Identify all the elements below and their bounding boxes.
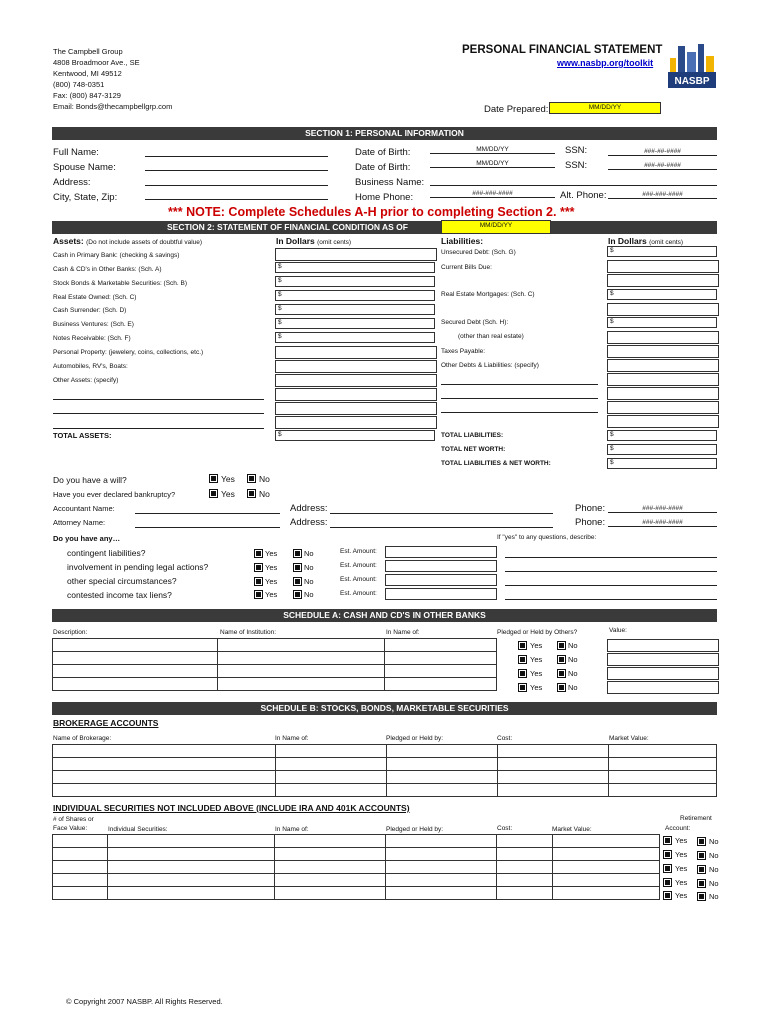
brokerage-name-col: Name of Brokerage:: [53, 735, 112, 742]
dob2-label: Date of Birth:: [355, 162, 411, 173]
table-row[interactable]: [53, 745, 717, 758]
address-field[interactable]: [145, 185, 328, 186]
asset-amount-field[interactable]: $: [275, 332, 435, 343]
scheduleA-no-checkbox[interactable]: [557, 655, 566, 664]
retirement-yes-checkbox[interactable]: [663, 864, 672, 873]
do-you-have-label: Do you have any…: [53, 534, 121, 543]
asset-row: Other Assets: (specify): [53, 377, 119, 384]
firm-fax: Fax: (800) 847-3129: [53, 91, 121, 100]
will-no-label: No: [259, 474, 270, 484]
total-assets-rule: [53, 428, 264, 429]
table-row[interactable]: [53, 665, 497, 678]
table-row[interactable]: [53, 758, 717, 771]
brokerage-table: [52, 744, 717, 797]
section1-header: SECTION 1: PERSONAL INFORMATION: [52, 127, 717, 140]
attorney-label: Attorney Name:: [53, 518, 106, 527]
retirement-no-label: No: [709, 879, 719, 888]
asset-amount-field[interactable]: [275, 402, 437, 415]
scheduleA-no-label: No: [568, 683, 578, 692]
contingent-yes-checkbox[interactable]: [254, 549, 263, 558]
retirement-yes-label: Yes: [675, 850, 688, 859]
brokerage-in-name-col: In Name of:: [275, 735, 309, 742]
retirement-no-checkbox[interactable]: [697, 892, 706, 901]
business-name-field[interactable]: [430, 185, 717, 186]
liability-amount-field[interactable]: [607, 274, 719, 287]
table-row[interactable]: [53, 678, 497, 691]
question-item: involvement in pending legal actions?: [67, 562, 209, 572]
table-row[interactable]: [53, 874, 660, 887]
bankruptcy-yes-label: Yes: [221, 489, 235, 499]
tax-liens-yes-label: Yes: [265, 590, 278, 599]
retirement-no-label: No: [709, 851, 719, 860]
retirement-yes-label: Yes: [675, 891, 688, 900]
asset-row: Cash in Primary Bank: (checking & savings): [53, 252, 180, 259]
section1-left-labels: [53, 145, 117, 205]
shares-col-line2: Face Value:: [53, 825, 88, 832]
scheduleA-no-checkbox[interactable]: [557, 683, 566, 692]
accountant-label: Accountant Name:: [53, 504, 115, 513]
describe-line[interactable]: [505, 585, 717, 586]
firm-phone: (800) 748-0351: [53, 80, 105, 89]
asset-row: Business Ventures: (Sch. E): [53, 321, 134, 328]
asset-row: Automobiles, RV's, Boats:: [53, 363, 128, 370]
scheduleA-no-checkbox[interactable]: [557, 641, 566, 650]
est-amount-label: Est. Amount:: [340, 548, 377, 555]
asset-row: Cash Surrender: (Sch. D): [53, 307, 127, 314]
assets-dollars-heading: [276, 236, 351, 246]
est-amount-field[interactable]: [385, 546, 497, 558]
asset-amount-field[interactable]: $: [275, 262, 435, 273]
scheduleA-institution-col: Name of Institution:: [220, 629, 276, 636]
table-row[interactable]: [53, 835, 660, 848]
scheduleB-header: SCHEDULE B: STOCKS, BONDS, MARKETABLE SECURITIES: [52, 702, 717, 715]
schedules-note: *** NOTE: Complete Schedules A-H prior to completing Section 2. ***: [168, 205, 575, 219]
liability-row: Other Debts & Liabilities: (specify): [441, 362, 539, 369]
scheduleA-yes-checkbox[interactable]: [518, 655, 527, 664]
total-net-worth-label: TOTAL NET WORTH:: [441, 446, 506, 453]
tax-liens-no-label: No: [304, 590, 314, 599]
scheduleA-value-field[interactable]: [607, 639, 719, 652]
scheduleA-yes-label: Yes: [530, 641, 543, 650]
scheduleA-yes-checkbox[interactable]: [518, 641, 527, 650]
bankruptcy-question: Have you ever declared bankruptcy?: [53, 490, 176, 499]
total-liabilities-field[interactable]: $: [607, 430, 717, 441]
full-name-field[interactable]: [145, 156, 328, 157]
scheduleA-yes-label: Yes: [530, 683, 543, 692]
accountant-address-label: Address:: [290, 503, 328, 514]
retirement-col-line1: Retirement: [680, 815, 712, 822]
legal-yes-checkbox[interactable]: [254, 563, 263, 572]
full-name-label: Full Name:: [53, 147, 99, 158]
dob1-field[interactable]: MM/DD/YY: [430, 146, 555, 154]
scheduleA-value-field[interactable]: [607, 653, 719, 666]
liability-amount-field[interactable]: [607, 373, 719, 386]
alt-phone-field[interactable]: ###-###-####: [608, 191, 717, 199]
liabilities-omit-cents: (omit cents): [649, 239, 684, 246]
will-question: Do you have a will?: [53, 475, 127, 485]
page-title: PERSONAL FINANCIAL STATEMENT: [462, 44, 663, 56]
retirement-no-label: No: [709, 837, 719, 846]
table-row[interactable]: [53, 848, 660, 861]
copyright-footer: © Copyright 2007 NASBP. All Rights Reserved.: [66, 997, 223, 1006]
home-phone-label: Home Phone:: [355, 192, 414, 203]
assets-in-dollars: In Dollars: [276, 236, 315, 246]
total-assets-field[interactable]: $: [275, 430, 435, 441]
retirement-no-checkbox[interactable]: [697, 837, 706, 846]
shares-col-line1: # of Shares or: [53, 816, 94, 823]
toolkit-link[interactable]: www.nasbp.org/toolkit: [557, 58, 654, 68]
individual-cost-col: Cost:: [497, 825, 513, 832]
retirement-yes-checkbox[interactable]: [663, 850, 672, 859]
asset-amount-field[interactable]: $: [275, 304, 435, 315]
brokerage-pledged-col: Pledged or Held by:: [386, 735, 444, 742]
liability-amount-field[interactable]: [607, 303, 719, 316]
attorney-phone-label: Phone:: [575, 517, 606, 528]
describe-line[interactable]: [505, 571, 717, 572]
individual-securities-table: [52, 834, 660, 900]
retirement-yes-checkbox[interactable]: [663, 836, 672, 845]
brokerage-cost-col: Cost:: [497, 735, 513, 742]
asset-row: Stock Bonds & Marketable Securities: (Sch. B): [53, 280, 188, 287]
firm-info: [53, 46, 172, 112]
legal-yes-label: Yes: [265, 563, 278, 572]
individual-securities-col: Individual Securities:: [108, 826, 168, 833]
other-liabilities-line[interactable]: [441, 384, 598, 385]
section2-title: SECTION 2: STATEMENT OF FINANCIAL CONDITION AS OF: [167, 222, 408, 232]
asset-amount-field[interactable]: $: [275, 290, 435, 301]
table-row[interactable]: [53, 784, 717, 797]
liability-row: Taxes Payable:: [441, 348, 486, 355]
home-phone-field[interactable]: ###-###-####: [430, 190, 555, 198]
total-liab-net-worth-field[interactable]: $: [607, 458, 717, 469]
table-row[interactable]: [53, 639, 497, 652]
attorney-address-field[interactable]: [330, 527, 553, 528]
liability-amount-field[interactable]: [607, 415, 719, 428]
dob2-field[interactable]: MM/DD/YY: [430, 160, 555, 168]
legal-no-label: No: [304, 563, 314, 572]
scheduleA-yes-checkbox[interactable]: [518, 683, 527, 692]
table-row[interactable]: [53, 771, 717, 784]
scheduleA-yes-label: Yes: [530, 669, 543, 678]
retirement-no-checkbox[interactable]: [697, 865, 706, 874]
liability-row: Secured Debt (Sch. H):: [441, 319, 509, 326]
question-item: contested income tax liens?: [67, 590, 172, 600]
total-liab-net-worth-label: TOTAL LIABILITIES & NET WORTH:: [441, 460, 551, 467]
liability-amount-field[interactable]: [607, 331, 719, 344]
logo-text: NASBP: [674, 76, 710, 87]
date-prepared-label: Date Prepared:: [484, 104, 549, 115]
scheduleA-value-col: Value:: [609, 627, 627, 634]
section1-mid-labels: [355, 145, 424, 205]
scheduleA-value-field[interactable]: [607, 681, 719, 694]
scheduleA-in-name-col: In Name of:: [386, 629, 420, 636]
bankruptcy-no-label: No: [259, 489, 270, 499]
est-amount-field[interactable]: [385, 560, 497, 572]
liability-row: (other than real estate): [458, 333, 524, 340]
contingent-no-label: No: [304, 549, 314, 558]
alt-phone-label: Alt. Phone:: [560, 190, 607, 201]
asset-amount-field[interactable]: $: [275, 276, 435, 287]
tax-liens-yes-checkbox[interactable]: [254, 590, 263, 599]
other-liabilities-line[interactable]: [441, 412, 598, 413]
attorney-address-label: Address:: [290, 517, 328, 528]
liability-amount-field[interactable]: [607, 401, 719, 414]
date-prepared-field[interactable]: MM/DD/YY: [549, 102, 661, 114]
retirement-no-checkbox[interactable]: [697, 879, 706, 888]
liability-amount-field[interactable]: $: [607, 317, 717, 328]
special-yes-checkbox[interactable]: [254, 577, 263, 586]
individual-in-name-col: In Name of:: [275, 826, 309, 833]
will-yes-label: Yes: [221, 474, 235, 484]
asset-row: Personal Property: (jewelery, coins, collections, etc.): [53, 349, 204, 356]
if-yes-label: If "yes" to any questions, describe:: [497, 534, 597, 541]
assets-label: Assets:: [53, 236, 84, 246]
retirement-yes-label: Yes: [675, 878, 688, 887]
city-state-zip-field[interactable]: [145, 199, 328, 200]
asset-amount-field[interactable]: [275, 374, 437, 387]
accountant-field[interactable]: [135, 513, 280, 514]
accountant-phone-label: Phone:: [575, 503, 606, 514]
bankruptcy-no-checkbox[interactable]: [247, 489, 256, 498]
liability-amount-field[interactable]: [607, 260, 719, 273]
table-row[interactable]: [53, 887, 660, 900]
scheduleA-left-table: [52, 638, 497, 691]
describe-line[interactable]: [505, 599, 717, 600]
liabilities-label: Liabilities:: [441, 236, 484, 246]
asset-amount-field[interactable]: [275, 248, 437, 261]
question-item: contingent liabilities?: [67, 548, 146, 558]
other-assets-line[interactable]: [53, 399, 264, 400]
asset-amount-field[interactable]: [275, 388, 437, 401]
liability-row: Real Estate Mortgages: (Sch. C): [441, 291, 535, 298]
scheduleA-value-field[interactable]: [607, 667, 719, 680]
est-amount-field[interactable]: [385, 574, 497, 586]
ssn1-label: SSN:: [565, 145, 588, 156]
retirement-yes-label: Yes: [675, 836, 688, 845]
spouse-name-field[interactable]: [145, 170, 328, 171]
est-amount-label: Est. Amount:: [340, 576, 377, 583]
will-no-checkbox[interactable]: [247, 474, 256, 483]
assets-omit-cents: (omit cents): [317, 239, 352, 246]
scheduleA-no-label: No: [568, 655, 578, 664]
business-name-label: Business Name:: [355, 177, 425, 188]
accountant-phone-field[interactable]: ###-###-####: [608, 505, 717, 513]
liabilities-in-dollars: In Dollars: [608, 236, 647, 246]
special-no-label: No: [304, 577, 314, 586]
city-state-zip-label: City, State, Zip:: [53, 192, 118, 203]
contingent-yes-label: Yes: [265, 549, 278, 558]
scheduleA-yes-label: Yes: [530, 655, 543, 664]
firm-address: 4808 Broadmoor Ave., SE: [53, 58, 140, 67]
section2-date-field[interactable]: MM/DD/YY: [441, 220, 551, 234]
assets-note: (Do not include assets of doubtful value): [86, 239, 203, 246]
retirement-no-label: No: [709, 865, 719, 874]
firm-city: Kentwood, MI 49512: [53, 69, 122, 78]
asset-row: Real Estate Owned: (Sch. C): [53, 294, 137, 301]
asset-amount-field[interactable]: $: [275, 318, 435, 329]
liability-row: Unsecured Debt: (Sch. G): [441, 249, 516, 256]
individual-securities-heading: INDIVIDUAL SECURITIES NOT INCLUDED ABOVE (INCLUDE IRA AND 401K ACCOUNTS): [53, 803, 410, 813]
retirement-col-line2: Account:: [665, 825, 691, 832]
address-label: Address:: [53, 177, 91, 188]
special-no-checkbox[interactable]: [293, 577, 302, 586]
will-yes-checkbox[interactable]: [209, 474, 218, 483]
scheduleA-no-checkbox[interactable]: [557, 669, 566, 678]
scheduleA-description-col: Description:: [53, 629, 88, 636]
scheduleA-yes-checkbox[interactable]: [518, 669, 527, 678]
liability-amount-field[interactable]: [607, 345, 719, 358]
nasbp-logo: [668, 44, 716, 94]
ssn2-field[interactable]: ###-##-####: [608, 162, 717, 170]
liability-amount-field[interactable]: $: [607, 289, 717, 300]
liability-amount-field[interactable]: [607, 359, 719, 372]
other-assets-line[interactable]: [53, 413, 264, 414]
retirement-yes-checkbox[interactable]: [663, 891, 672, 900]
liability-amount-field[interactable]: $: [607, 246, 717, 257]
tax-liens-no-checkbox[interactable]: [293, 590, 302, 599]
table-row[interactable]: [53, 652, 497, 665]
ssn1-field[interactable]: ###-##-####: [608, 148, 717, 156]
ssn2-label: SSN:: [565, 160, 588, 171]
retirement-no-checkbox[interactable]: [697, 851, 706, 860]
legal-no-checkbox[interactable]: [293, 563, 302, 572]
other-liabilities-line[interactable]: [441, 398, 598, 399]
asset-row: Notes Receivable: (Sch. F): [53, 335, 131, 342]
individual-market-value-col: Market Value:: [552, 826, 592, 833]
scheduleA-no-label: No: [568, 669, 578, 678]
bankruptcy-yes-checkbox[interactable]: [209, 489, 218, 498]
brokerage-market-value-col: Market Value:: [609, 735, 649, 742]
retirement-yes-checkbox[interactable]: [663, 878, 672, 887]
est-amount-label: Est. Amount:: [340, 590, 377, 597]
asset-row: Cash & CD's in Other Banks: (Sch. A): [53, 266, 162, 273]
scheduleA-pledged-col: Pledged or Held by Others?: [497, 629, 578, 636]
liabilities-dollars-heading: [608, 236, 683, 246]
brokerage-heading: BROKERAGE ACCOUNTS: [53, 718, 159, 728]
attorney-phone-field[interactable]: ###-###-####: [608, 519, 717, 527]
section2-header: [52, 221, 717, 234]
table-row[interactable]: [53, 861, 660, 874]
question-item: other special circumstances?: [67, 576, 177, 586]
firm-email: Email: Bonds@thecampbellgrp.com: [53, 102, 173, 111]
est-amount-field[interactable]: [385, 588, 497, 600]
individual-pledged-col: Pledged or Held by:: [386, 826, 444, 833]
liability-row: Current Bills Due:: [441, 264, 492, 271]
special-yes-label: Yes: [265, 577, 278, 586]
accountant-address-field[interactable]: [330, 513, 553, 514]
scheduleA-no-label: No: [568, 641, 578, 650]
asset-amount-field[interactable]: [275, 416, 437, 429]
spouse-name-label: Spouse Name:: [53, 162, 116, 173]
retirement-no-label: No: [709, 892, 719, 901]
attorney-field[interactable]: [135, 527, 280, 528]
dob1-label: Date of Birth:: [355, 147, 411, 158]
assets-heading: [53, 236, 202, 246]
total-assets-label: TOTAL ASSETS:: [53, 431, 112, 440]
scheduleA-header: SCHEDULE A: CASH AND CD'S IN OTHER BANKS: [52, 609, 717, 622]
retirement-yes-label: Yes: [675, 864, 688, 873]
liability-amount-field[interactable]: [607, 387, 719, 400]
contingent-no-checkbox[interactable]: [293, 549, 302, 558]
firm-name: The Campbell Group: [53, 47, 123, 56]
describe-line[interactable]: [505, 557, 717, 558]
asset-amount-field[interactable]: [275, 360, 437, 373]
asset-amount-field[interactable]: [275, 346, 437, 359]
total-liabilities-label: TOTAL LIABILITIES:: [441, 432, 504, 439]
est-amount-label: Est. Amount:: [340, 562, 377, 569]
total-net-worth-field[interactable]: $: [607, 444, 717, 455]
